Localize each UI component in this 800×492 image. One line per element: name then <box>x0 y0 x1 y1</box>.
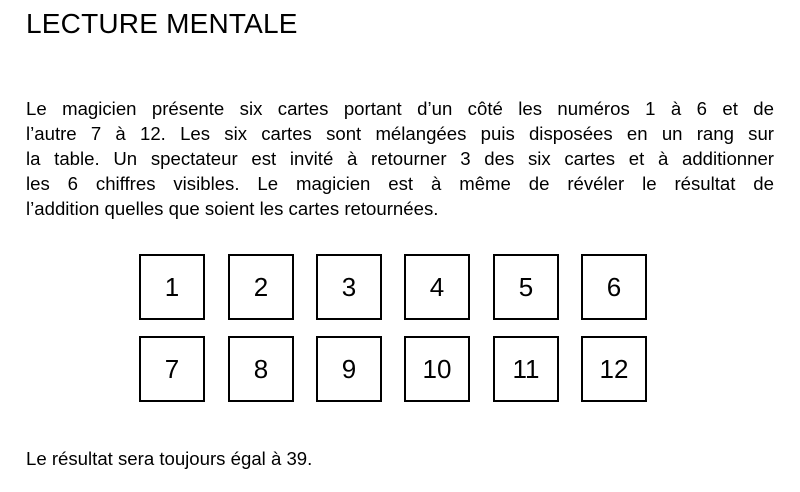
card-front-6: 6 <box>581 254 647 320</box>
paragraph-line: l’autre 7 à 12. Les six cartes sont mélangées puis disposées en un rang sur <box>26 123 774 144</box>
cards-back-row <box>139 336 649 402</box>
result-text: Le résultat sera toujours égal à 39. <box>26 448 313 469</box>
cards-grid <box>139 254 649 406</box>
card-back-7: 7 <box>139 336 205 402</box>
card-front-1: 1 <box>139 254 205 320</box>
card-back-11: 11 <box>493 336 559 402</box>
card-front-4: 4 <box>404 254 470 320</box>
paragraph-line: la table. Un spectateur est invité à retourner 3 des six cartes et à additionner <box>26 148 774 169</box>
page-title: LECTURE MENTALE <box>26 8 298 39</box>
cards-front-row <box>139 254 649 320</box>
card-back-9: 9 <box>316 336 382 402</box>
description-paragraph <box>26 96 774 221</box>
card-back-8: 8 <box>228 336 294 402</box>
paragraph-line: l’addition quelles que soient les cartes retournées. <box>26 198 439 219</box>
card-front-3: 3 <box>316 254 382 320</box>
card-front-2: 2 <box>228 254 294 320</box>
paragraph-line: les 6 chiffres visibles. Le magicien est à même de révéler le résultat de <box>26 173 774 194</box>
card-front-5: 5 <box>493 254 559 320</box>
card-back-12: 12 <box>581 336 647 402</box>
paragraph-line: Le magicien présente six cartes portant d’un côté les numéros 1 à 6 et de <box>26 98 774 119</box>
card-back-10: 10 <box>404 336 470 402</box>
